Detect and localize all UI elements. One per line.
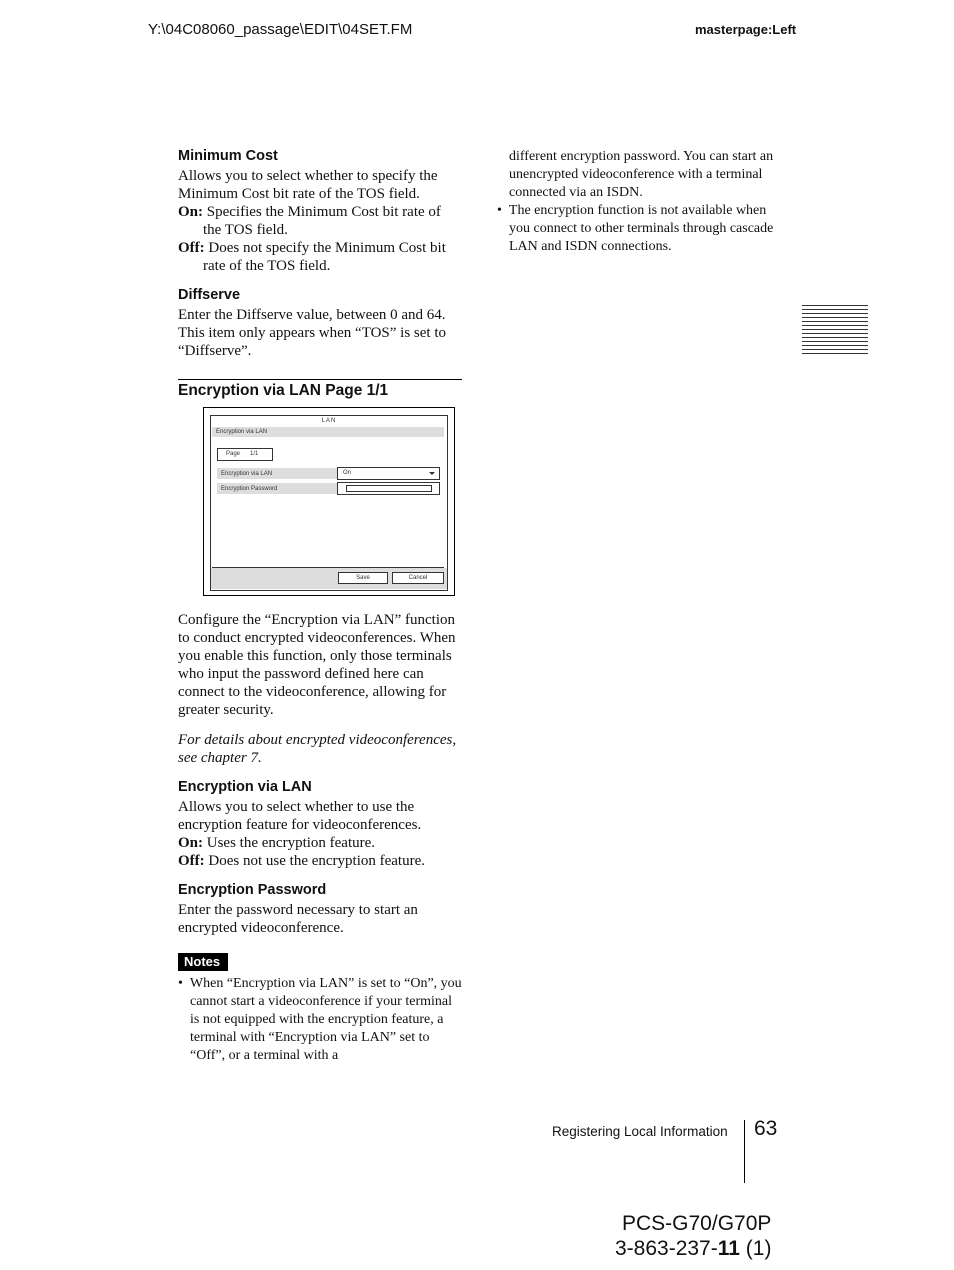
part-number [615, 1237, 771, 1261]
screen-menu-bar [212, 427, 444, 437]
left-column [178, 148, 462, 1065]
chapter-reference: For details about encrypted videoconferences, see chapter 7. [178, 732, 457, 766]
min-cost-on [178, 203, 462, 239]
off-label: Off: [178, 853, 205, 869]
note-continuation: different encryption password. You can start an unencrypted videoconference with a terminal connected via an ISDN. [509, 149, 774, 200]
note-item: • When “Encryption via LAN” is set to “On”, you cannot start a videoconference if your terminal is not equipped with the encryption feature, a terminal with “Encryption via LAN” set to “Off”, or a terminal with a [178, 976, 462, 1063]
notes-label: Notes [178, 953, 228, 971]
row-label: Encryption Password [221, 486, 278, 492]
enc-lan-on [178, 834, 462, 852]
section-title: Encryption via LAN Page 1/1 [178, 379, 462, 400]
model-number: PCS-G70/G70P [622, 1212, 772, 1235]
on-label: On: [178, 835, 204, 851]
enc-pw-desc: Enter the password necessary to start an encrypted videoconference. [178, 902, 418, 936]
header-file-path: Y:\04C08060_passage\EDIT\04SET.FM [148, 21, 413, 38]
on-text: Uses the encryption feature. [206, 835, 376, 851]
part-bold: 11 [717, 1237, 740, 1260]
off-label: Off: [178, 240, 205, 256]
cancel-button[interactable]: Cancel [392, 572, 444, 584]
min-cost-off [178, 239, 462, 275]
select-value: On [343, 470, 352, 476]
diffserve-desc: Enter the Diffserve value, between 0 and 64. This item only appears when “TOS” is set to “Diffserve”. [178, 307, 447, 359]
row-encryption-via-lan [217, 468, 338, 479]
thumb-index-tab [802, 305, 868, 357]
diffserve-heading: Diffserve [178, 287, 241, 303]
lan-screen-figure [203, 407, 455, 596]
note-text: When “Encryption via LAN” is set to “On”, you cannot start a videoconference if your terminal is not equipped with the encryption feature, a terminal with “Encryption via LAN” set to “Off”, or a terminal with a [189, 976, 462, 1063]
save-button[interactable]: Save [338, 572, 388, 584]
row-encryption-password [217, 483, 338, 494]
right-column [497, 148, 787, 256]
password-input[interactable] [346, 485, 432, 492]
enc-lan-heading: Encryption via LAN [178, 779, 312, 795]
row-label: Encryption via LAN [221, 471, 273, 477]
on-text: Specifies the Minimum Cost bit rate of the TOS field. [203, 204, 441, 238]
page-value: 1/1 [250, 451, 259, 457]
page-label: Page [226, 451, 241, 457]
on-label: On: [178, 204, 204, 220]
part-prefix: 3-863-237- [615, 1237, 718, 1260]
min-cost-heading: Minimum Cost [178, 148, 278, 164]
note-text: The encryption function is not available when you connect to other terminals through cascade LAN and ISDN connections. [508, 203, 774, 254]
enc-lan-desc: Allows you to select whether to use the encryption feature for videoconferences. [178, 799, 422, 833]
intro-text: Configure the “Encryption via LAN” function to conduct encrypted videoconferences. When you enable this function, only those terminals who input the password defined here can connect to the videoconference, allowing for greater security. [178, 612, 456, 718]
screen-title: LAN [321, 418, 337, 424]
note-item: • The encryption function is not available when you connect to other terminals through cascade LAN and ISDN connections. [497, 203, 774, 254]
part-suffix: (1) [739, 1237, 772, 1260]
header-masterpage: masterpage:Left [695, 22, 797, 37]
screen-page-indicator [217, 448, 273, 461]
page-number: 63 [754, 1117, 778, 1140]
footer-divider [744, 1120, 745, 1183]
screen-bar-label: Encryption via LAN [216, 429, 268, 435]
enc-lan-off [178, 852, 462, 870]
chevron-down-icon [429, 472, 435, 475]
encryption-select[interactable] [337, 467, 440, 480]
min-cost-desc: Allows you to select whether to specify the Minimum Cost bit rate of the TOS field. [178, 168, 438, 202]
off-text: Does not specify the Minimum Cost bit rate of the TOS field. [203, 240, 446, 274]
enc-pw-heading: Encryption Password [178, 882, 327, 898]
password-field[interactable] [337, 482, 440, 495]
off-text: Does not use the encryption feature. [208, 853, 425, 869]
lan-screen [210, 415, 448, 591]
footer-section-name: Registering Local Information [552, 1124, 728, 1139]
